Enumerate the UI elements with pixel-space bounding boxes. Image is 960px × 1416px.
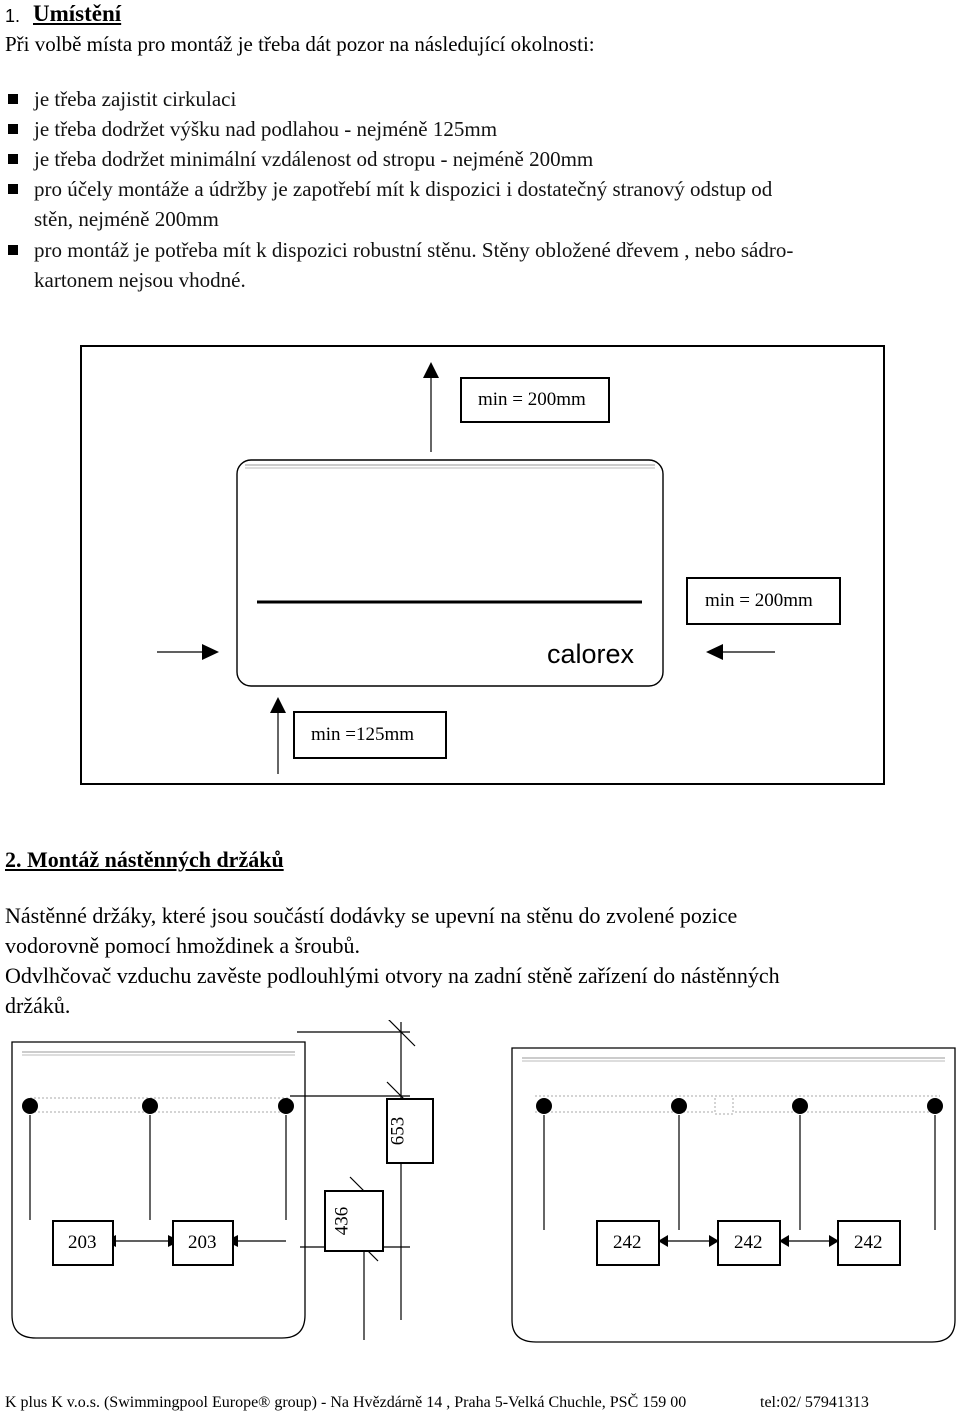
section2-line: Nástěnné držáky, které jsou součástí dodávky se upevní na stěnu do zvolené pozice [5,903,738,928]
dimension-label: 203 [68,1232,97,1253]
section2-line: vodorovně pomocí hmoždinek a šroubů. [5,933,360,958]
mounting-point [671,1098,687,1114]
bottom-clearance-box [293,711,447,759]
bullet-item-continued: stěn, nejméně 200mm [34,207,219,231]
dimension-label: 242 [613,1232,642,1253]
dimension-label: 203 [188,1232,217,1253]
top-clearance-arrow [423,362,439,452]
right-unit-guide-lines [544,1115,935,1230]
bullet-item: pro účely montáže a údržby je zapotřebí mít k dispozici i dostatečný stranový odstup od [34,177,773,201]
left-unit-guide-lines [30,1115,286,1220]
brand-label: calorex [547,639,635,669]
bullet-marker [8,154,18,164]
bullet-item: pro montáž je potřeba mít k dispozici robustní stěnu. Stěny obložené dřevem , nebo sádro- [34,238,794,262]
section-title: Umístění [33,1,122,26]
bullet-marker [8,184,18,194]
top-clearance-label: min = 200mm [478,389,586,410]
left-unit-outline [12,1042,305,1338]
top-clearance-box [460,377,610,423]
left-clearance-arrow [157,644,219,660]
mounting-point [536,1098,552,1114]
height-dimension-lines [290,1020,415,1340]
bottom-clearance-label: min =125mm [311,724,415,745]
section2-line: držáků. [5,993,71,1018]
bottom-clearance-arrow [270,697,286,774]
right-clearance-arrow [706,644,775,660]
bullet-item-continued: kartonem nejsou vhodné. [34,268,246,292]
mounting-point [278,1098,294,1114]
bullet-marker [8,94,18,104]
mounting-point [142,1098,158,1114]
intro-text: Při volbě místa pro montáž je třeba dát pozor na následující okolnosti: [5,32,595,56]
height-dimension-box-653 [386,1098,434,1164]
bullet-item: je třeba dodržet minimální vzdálenost od stropu - nejméně 200mm [34,147,594,171]
dimension-label: 242 [734,1232,763,1253]
bracket-diagram [0,1020,960,1350]
placement-diagram [80,345,885,785]
bullet-item: je třeba zajistit cirkulaci [34,87,237,111]
dimension-label: 242 [854,1232,883,1253]
mounting-point [22,1098,38,1114]
bullet-marker [8,124,18,134]
mounting-point [792,1098,808,1114]
side-clearance-label: min = 200mm [705,590,813,611]
footer-phone: tel:02/ 57941313 [760,1394,869,1411]
side-clearance-box [686,577,841,625]
footer-company: K plus K v.o.s. (Swimmingpool Europe® group) - Na Hvězdárně 14 , Praha 5-Velká Chuchle, PSČ 159 00 [5,1394,687,1411]
bullet-item: je třeba dodržet výšku nad podlahou - nejméně 125mm [34,117,498,141]
bullet-marker [8,245,18,255]
dimension-label: 436 [331,1206,353,1236]
right-unit-outline [512,1048,955,1342]
section2-line: Odvlhčovač vzduchu zavěste podlouhlými otvory na zadní stěně zařízení do nástěnných [5,963,780,988]
right-dimension-arrows [0,1228,960,1258]
section-number: 1. [5,6,21,26]
mounting-point [927,1098,943,1114]
section2-title: 2. Montáž nástěnných držáků [5,847,284,872]
dimension-label: 653 [387,1116,409,1146]
